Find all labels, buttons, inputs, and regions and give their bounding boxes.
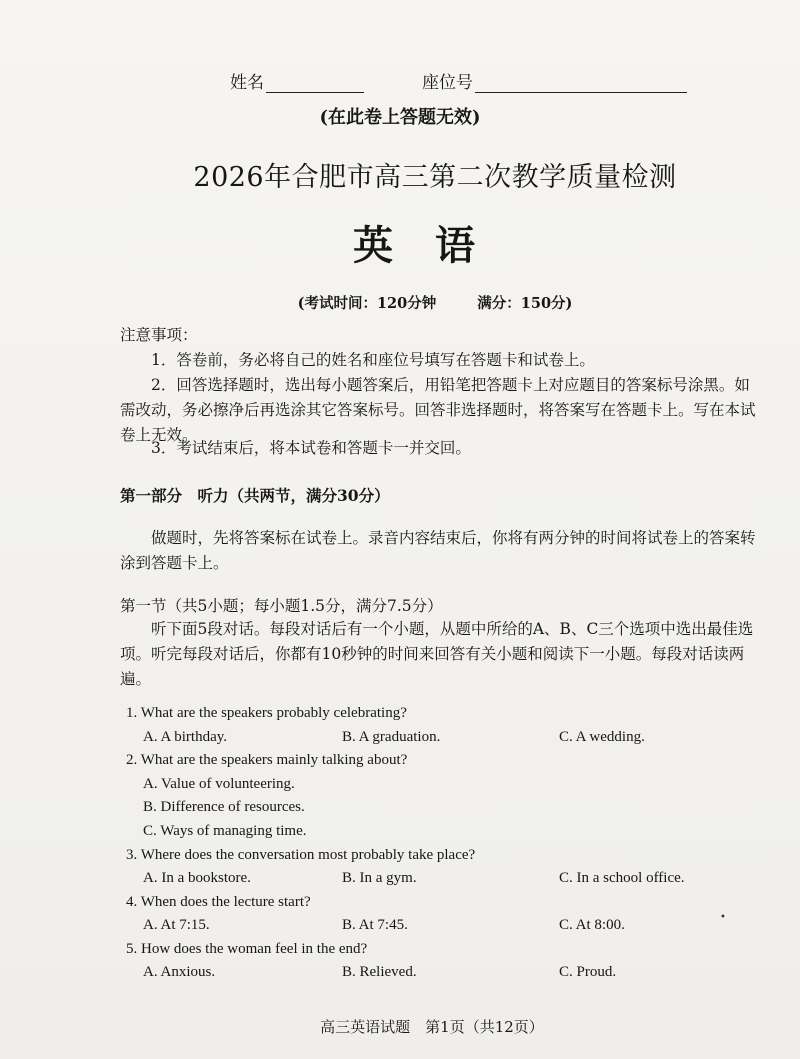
notice-heading: 注意事项：: [120, 326, 198, 344]
page-footer: 高三英语试题 第1页（共12页）: [320, 1018, 544, 1036]
seat-label: 座位号: [422, 73, 473, 93]
question-option: C. In a school office.: [559, 870, 685, 886]
question-option: C. A wedding.: [559, 729, 645, 745]
exam-time: (考试时间：120分钟: [297, 295, 437, 312]
question-option: A. Value of volunteering.: [143, 776, 295, 792]
name-field: [230, 68, 364, 93]
notice-item: 2．回答选择题时，选出每小题答案后，用铅笔把答题卡上对应题目的答案标号涂黑。如需改动，务必擦净后再选涂其它答案标号。回答非选择题时，将答案写在答题卡上。写在本试卷上无效。: [120, 376, 756, 444]
question-option: B. At 7:45.: [342, 917, 408, 933]
section1-instruction: 听下面5段对话。每段对话后有一个小题，从题中所给的A、B、C三个选项中选出最佳选项。听完每段对话后，你都有10秒钟的时间来回答有关小题和阅读下一小题。每段对话读两遍。: [120, 620, 754, 688]
stray-dot: •: [720, 912, 726, 923]
seat-blank: [475, 74, 687, 93]
section1-heading: 第一节（共5小题；每小题1.5分，满分7.5分）: [120, 597, 443, 615]
exam-score: 满分：150分): [477, 295, 573, 312]
question-option: C. Ways of managing time.: [143, 823, 307, 839]
question-stem: 4. When does the lecture start?: [126, 894, 311, 910]
exam-title: 2026年合肥市高三第二次教学质量检测: [193, 162, 677, 193]
seat-field: [422, 68, 687, 93]
question-stem: 3. Where does the conversation most probably take place?: [126, 847, 476, 863]
question-stem: 1. What are the speakers probably celebrating?: [126, 705, 407, 721]
invalid-note: (在此卷上答题无效): [319, 107, 481, 128]
question-option: B. A graduation.: [342, 729, 441, 745]
question-option: A. In a bookstore.: [143, 870, 251, 886]
question-option: A. A birthday.: [143, 729, 228, 745]
question-stem: 2. What are the speakers mainly talking about?: [126, 752, 408, 768]
subject-title: 英语: [353, 223, 517, 269]
question-option: B. Relieved.: [342, 964, 417, 980]
question-option: A. Anxious.: [143, 964, 216, 980]
part1-instruction: 做题时，先将答案标在试卷上。录音内容结束后，你将有两分钟的时间将试卷上的答案转涂到答题卡上。: [120, 529, 756, 572]
notice-item: 3．考试结束后，将本试卷和答题卡一并交回。: [151, 439, 471, 457]
name-label: 姓名: [230, 73, 264, 93]
part1-heading: 第一部分 听力（共两节，满分30分）: [120, 486, 390, 505]
question-option: C. Proud.: [559, 964, 617, 980]
exam-meta: [0, 292, 800, 313]
question-option: C. At 8:00.: [559, 917, 625, 933]
notice-item: 1．答卷前，务必将自己的姓名和座位号填写在答题卡和试卷上。: [151, 351, 595, 369]
question-option: B. In a gym.: [342, 870, 417, 886]
question-stem: 5. How does the woman feel in the end?: [126, 941, 368, 957]
question-option: A. At 7:15.: [143, 917, 210, 933]
question-option: B. Difference of resources.: [143, 799, 305, 815]
name-blank: [266, 74, 364, 93]
